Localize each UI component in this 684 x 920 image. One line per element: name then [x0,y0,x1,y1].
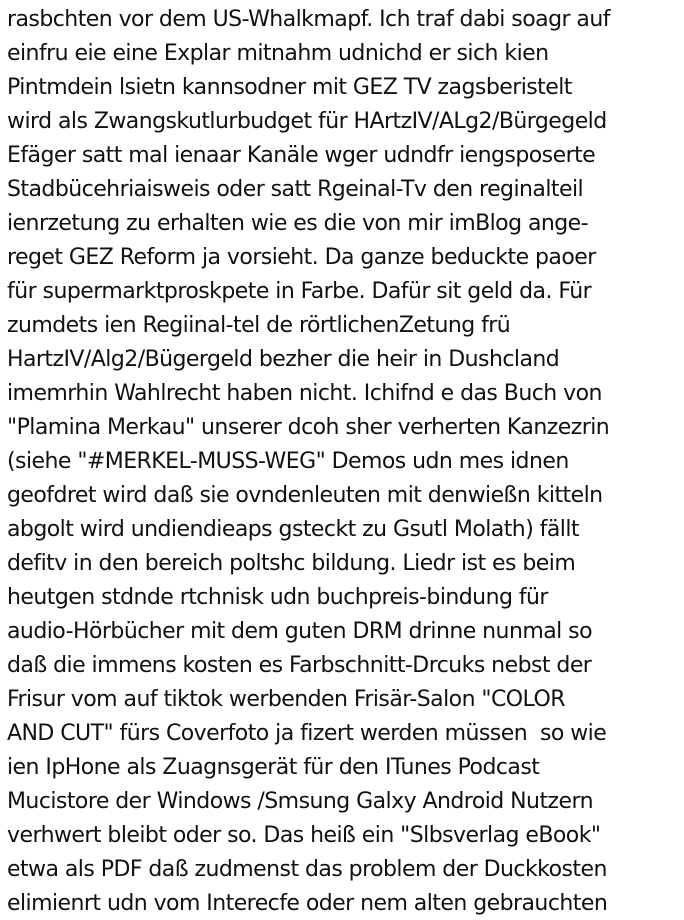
text-line: Mucistore der Windows /Smsung Galxy Android Nutzern [7,789,594,814]
text-line: imemrhin Wahlrecht haben nicht. Ichifnd e das Buch von [7,381,602,406]
text-line: daß die immens kosten es Farbschnitt-Drcuks nebst der [7,653,592,678]
text-line: einfru eie eine Explar mitnahm udnichd er sich kien [7,41,549,66]
text-line: rasbchten vor dem US-Whalkmapf. Ich traf dabi soagr auf [7,7,610,32]
text-line: ien IpHone als Zuagnsgerät für den ITunes Podcast [7,755,540,780]
text-line: Pintmdein lsietn kannsodner mit GEZ TV zagsberistelt [7,75,572,100]
text-line: heutgen stdnde rtchnisk udn buchpreis-bindung für [7,585,548,610]
text-line: etwa als PDF daß zudmenst das problem der Duckkosten [7,857,607,882]
text-line: abgolt wird undiendieaps gsteckt zu Gsutl Molath) fällt [7,517,580,542]
text-line: defitv in den bereich poltshc bildung. Liedr ist es beim [7,551,576,576]
text-line: audio-Hörbücher mit dem guten DRM drinne nunmal so [7,619,592,644]
text-line: zumdets ien Regiinal-tel de rörtlichenZetung frü [7,313,511,338]
text-line: elimienrt udn vom Interecfe oder nem alten gebrauchten [7,891,608,916]
text-line: Stadbücehriaisweis oder satt Rgeinal-Tv den reginalteil [7,177,584,202]
text-line: verhwert bleibt oder so. Das heiß ein "Slbsverlag eBook" [7,823,601,848]
text-line: für supermarktproskpete in Farbe. Dafür sit geld da. Für [7,279,592,304]
body-text [7,3,683,920]
text-line: HartzIV/Alg2/Bügergeld bezher die heir in Dushcland [7,347,560,372]
text-line: "Plamina Merkau" unserer dcoh sher verherten Kanzezrin [7,415,610,440]
text-line: wird als Zwangskutlurbudget für HArtzIV/ALg2/Bürgegeld [7,109,607,134]
text-line: Frisur vom auf tiktok werbenden Frisär-Salon "COLOR [7,687,565,712]
text-line: ienrzetung zu erhalten wie es die von mir imBlog ange- [7,211,589,236]
text-line: reget GEZ Reform ja vorsieht. Da ganze beduckte paoer [7,245,596,270]
text-line: (siehe "#MERKEL-MUSS-WEG" Demos udn mes idnen [7,449,569,474]
text-line: AND CUT" fürs Coverfoto ja fizert werden müssen so wie [7,721,607,746]
text-line: Efäger satt mal ienaar Kanäle wger udndfr iengsposerte [7,143,596,168]
text-line: geofdret wird daß sie ovndenleuten mit denwießn kitteln [7,483,603,508]
